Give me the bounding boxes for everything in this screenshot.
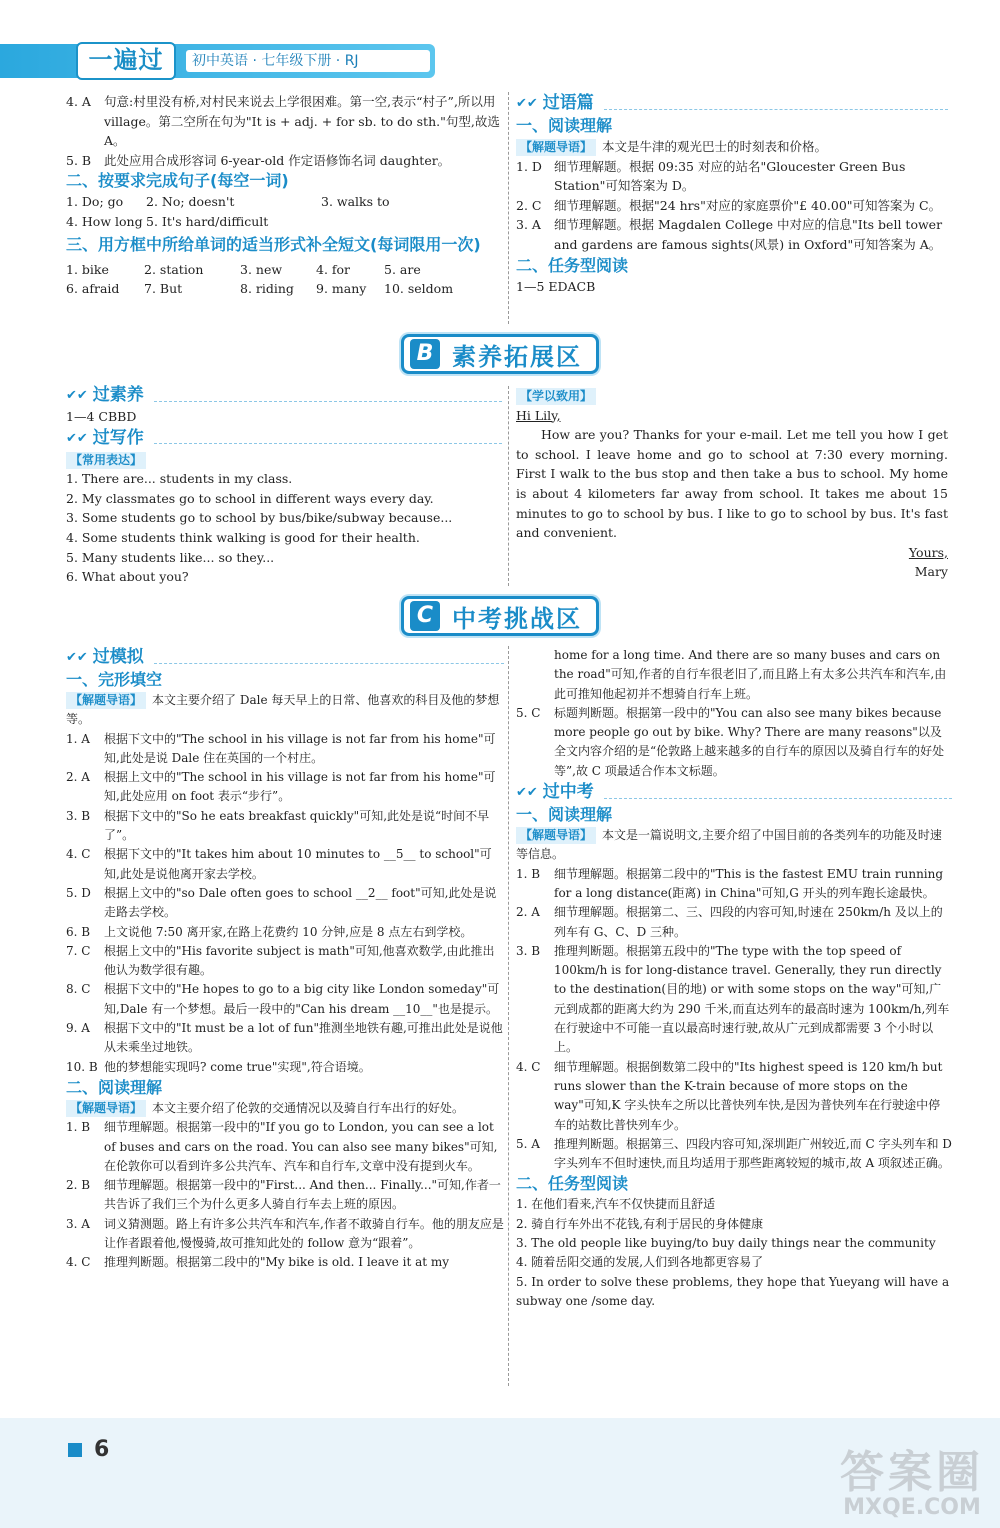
section-heading: 三、用方框中所给单词的适当形式补全短文(每词限用一次) — [66, 234, 481, 254]
section-heading: 二、任务型阅读 — [516, 1174, 629, 1194]
section-heading: 二、任务型阅读 — [516, 255, 629, 275]
column-divider — [508, 646, 509, 1386]
expression-line: 2. My classmates go to school in different ways every day. — [66, 490, 434, 506]
answer-line: 4. 随着岳阳交通的发展,人们到各地都更容易了 — [516, 1255, 764, 1270]
answer-item-continued: home for a long time. And there are so many buses and cars on the road"可知,作者的自行车很老旧了,而且路上有太多公共汽车和汽车,由此可推知他起初并不想骑自行车上班。 — [554, 648, 947, 701]
answer-item: 1. A 根据下文中的"The school in his village is not far from his home"可知,此处是说 Dale 住在英国的一个村庄。 — [66, 731, 496, 765]
section-heading: 一、完形填空 — [66, 670, 163, 689]
answer-line: 1—4 CBBD — [66, 409, 137, 424]
section-title: ✔✔ 过模拟 — [66, 646, 504, 669]
mid-right-column: 【学以致用】 Hi Lily, How are you? Thanks for your e-mail. Let me tell you how I get to school. I leave home and go to school at 7:30 every morning. First I walk to the bus stop and then take a bus to school. My home is about 4 kilometers far away from school. It takes me about 15 minutes to go to school by bus. I like to go to school by bus. It's fast and convenient. Yours, Mary — [516, 386, 948, 582]
section-heading: 一、阅读理解 — [516, 805, 613, 825]
tick-icon: ✔✔ — [66, 650, 88, 665]
section-title: ✔✔ 过写作 — [66, 427, 502, 450]
column-divider — [508, 92, 509, 324]
section-title: ✔✔ 过素养 — [66, 384, 502, 407]
answer-item: 3. B 推理判断题。根据第五段中的"The type with the top speed of 100km/h is for long-distance travel. Generally, they run directly to the destination(目的地) or with some stops on the way"可知,广元到成都的距离大约为 290 千米,而直达列车的最高时速为 100km/h,列车在行驶途中不可能一直以最高时速行驶,故从广元到成都需要 3 个小时以上。 — [516, 943, 950, 1055]
section-heading: 一、阅读理解 — [516, 116, 613, 135]
answer-item: 3. A 细节理解题。根据 Magdalen College 中对应的信息"Its bell tower and gardens are famous sights(风景) in Oxford"可知答案为 A。 — [516, 217, 943, 252]
tick-icon: ✔✔ — [66, 388, 88, 403]
brand-logo: 一遍过 — [76, 42, 176, 80]
zone-title: 中考挑战区 — [452, 604, 582, 633]
answer-item: 7. C 根据上文中的"His favorite subject is math"可知,他喜欢数学,由此推出他认为数学很有趣。 — [66, 943, 495, 978]
answer-item: 3. A 词义猜测题。路上有许多公共汽车和汽车,作者不敢骑自行车。他的朋友应是让作者跟着他,慢慢骑,故可推知此处的 follow 意为“跟着”。 — [66, 1216, 504, 1251]
letter-greeting: Hi Lily, — [516, 407, 561, 423]
section-heading: 二、按要求完成句子(每空一词) — [66, 171, 289, 191]
bottom-left-column: ✔✔ 过模拟 一、完形填空 【解题导语】 本文主要介绍了 Dale 每天早上的日常、他喜欢的科目及他的梦想等。 1. A 根据下文中的"The school in his village is not far from his home"可知,此处是说 Dale 住在英国的一个村庄。 2. A 根据上文中的"The school in his village is not far from his home"可知,此处应用 on foot 表示“步行”。 3. B 根据下文中的"So he eats breakfast quickly"可知,此处是说“时间不早了”。 4. C 根据下文中的"It takes him about 10 minutes to __5__ to school"可知,此处是说他离开家去学校。 5. D 根据上文中的"so Dale often goes to school __2__ foot"可知,此处是说走路去学校。 6. B 上文说他 7:50 离开家,在路上花费约 10 分钟,应是 8 点左右到学校。 7. C 根据上文中的"His favorite subject is math"可知,他喜欢数学,由此推出他认为数学很有趣。 8. C 根据下文中的"He hopes to go to a big city like London someday"可知,Dale 有一个梦想。最后一段中的"Can his dream __10__"也是提示。 9. A 根据下文中的"It must be a lot of fun"推测坐地铁有趣,可推出此处是说他从未乘坐过地铁。 10. B 他的梦想能实现吗? come true"实现",符合语境。 二、阅读理解 【解题导语】 本文主要介绍了伦敦的交通情况以及骑自行车出行的好处。 1. B 细节理解题。根据第一段中的"If you go to London, you can see a lot of buses and cars on the road. You can also see many bikes"可知,在伦敦你可以看到许多公共汽车、汽车和自行车,文章中没有提到火车。 2. B 细节理解题。根据第一段中的"First... And then... Finally..."可知,作者一共告诉了我们三个为什么更多人骑自行车去上班的原因。 3. A 词义猜测题。路上有许多公共汽车和汽车,作者不敢骑自行车。他的朋友应是让作者跟着他,慢慢骑,故可推知此处的 follow 意为“跟着”。 4. C 推理判断题。根据第二段中的"My bike is old. I leave it at my — [66, 646, 504, 1273]
answer-item: 1. B 细节理解题。根据第一段中的"If you go to London, you can see a lot of buses and cars on the road. You can also see many bikes"可知,在伦敦你可以看到许多公共汽车、汽车和自行车,文章中没有提到火车。 — [66, 1120, 498, 1173]
answer-item: 8. C 根据下文中的"He hopes to go to a big city like London someday"可知,Dale 有一个梦想。最后一段中的"Can his dream __10__"也是提示。 — [66, 982, 500, 1016]
answer-line: 3. The old people like buying/to buy daily things near the community — [516, 1236, 936, 1251]
letter-body: How are you? Thanks for your e-mail. Let me tell you how I get to school. I leave home and go to school at 7:30 every morning. First I walk to the bus stop and then take a bus to school. My home is about 4 kilometers far away from school. It takes me about 15 minutes to go to school by bus. I like to go to school by bus. It's fast and convenient. — [516, 427, 948, 541]
answer-item: 1. B 细节理解题。根据第二段中的"This is the fastest EMU train running for a long distance(距离) in China"可知,G 开头的列车跑长途最快。 — [516, 866, 944, 900]
section-title: ✔✔ 过语篇 — [516, 92, 948, 115]
expression-line: 5. Many students like... so they... — [66, 549, 275, 565]
expression-line: 6. What about you? — [66, 569, 189, 585]
square-icon — [68, 1443, 82, 1457]
tick-icon: ✔✔ — [516, 96, 538, 111]
answer-line: 1. 在他们看来,汽车不仅快捷而且舒适 — [516, 1197, 716, 1212]
answer-item: 5. D 根据上文中的"so Dale often goes to school __2__ foot"可知,此处是说走路去学校。 — [66, 885, 497, 920]
tick-icon: ✔✔ — [66, 430, 88, 446]
zone-b-banner — [0, 332, 1000, 376]
answer-item: 4. A 句意:村里没有桥,对村民来说去上学很困难。第一空,表示“村子”,所以用 village。第二空所在句为"It is + adj. + for sb. to do sth."句型,故选 A。 — [66, 94, 500, 149]
answer-line: 2. 骑自行车外出不花钱,有利于居民的身体健康 — [516, 1216, 764, 1231]
answer-item: 5. C 标题判断题。根据第一段中的"You can also see many bikes because more people go out by bike. Why? There are many reasons"以及全文内容介绍的是“伦敦路上越来越多的自行车的原因以及骑自行车的好处等”,故 C 项最适合作本文标题。 — [516, 705, 945, 778]
zone-c-banner — [0, 594, 1000, 638]
subject-label: 初中英语 · 七年级下册 · RJ — [186, 50, 430, 72]
bottom-right-column: home for a long time. And there are so many buses and cars on the road"可知,作者的自行车很老旧了,而且路上有太多公共汽车和汽车,由此可推知他起初并不想骑自行车上班。 5. C 标题判断题。根据第一段中的"You can also see many bikes because more people go out by bike. Why? There are many reasons"以及全文内容介绍的是“伦敦路上越来越多的自行车的原因以及骑自行车的好处等”,故 C 项最适合作本文标题。 ✔✔ 过中考 一、阅读理解 【解题导语】 本文是一篇说明文,主要介绍了中国目前的各类列车的功能及时速等信息。 1. B 细节理解题。根据第二段中的"This is the fastest EMU train running for a long distance(距离) in China"可知,G 开头的列车跑长途最快。 2. A 细节理解题。根据第二、三、四段的内容可知,时速在 250km/h 及以上的列车有 G、C、D 三种。 3. B 推理判断题。根据第五段中的"The type with the top speed of 100km/h is for long-distance travel. Generally, they run directly to the destination(目的地) or with some stops on the way"可知,广元到成都的距离大约为 290 千米,而直达列车的最高时速为 100km/h,列车在行驶途中不可能一直以最高时速行驶,故从广元到成都需要 3 个小时以上。 4. C 细节理解题。根据倒数第二段中的"Its highest speed is 120 km/h but runs slower than the K-train because of more stops on the way"可知,K 字头快车之所以比普快列车快,是因为普快列车在行驶途中停车的站数比普快列车少。 5. A 推理判断题。根据第三、四段内容可知,深圳距广州较近,而 C 字头列车和 D 字头列车不但时速快,而且均适用于那些距离较短的城市,故 A 项叙述正确。 二、任务型阅读 1. 在他们看来,汽车不仅快捷而且舒适 2. 骑自行车外出不花钱,有利于居民的身体健康 3. The old people like buying/to buy daily things near the community 4. 随着岳阳交通的发展,人们到各地都更容易了 5. In order to solve these problems, they hope that Yueyang will have a subway one /some day. — [516, 646, 952, 1311]
answer-line: 5. In order to solve these problems, they hope that Yueyang will have a subway one /some day. — [516, 1274, 950, 1308]
expression-line: 1. There are... students in my class. — [66, 471, 293, 487]
answer-item: 4. C 推理判断题。根据第二段中的"My bike is old. I leave it at my — [66, 1255, 450, 1270]
answer-item: 9. A 根据下文中的"It must be a lot of fun"推测坐地铁有趣,可推出此处是说他从未乘坐过地铁。 — [66, 1021, 503, 1055]
answer-line: 1—5 EDACB — [516, 278, 596, 294]
mid-left-column: ✔✔ 过素养 1—4 CBBD ✔✔ 过写作 【常用表达】 1. There are... students in my class. 2. My classmates go to school in different ways every day. 3. Some students go to school by bus/bike/subway because... 4. Some students think walking is good for their health. 5. Many students like... so they... 6. What about you? — [66, 384, 502, 587]
answer-item: 2. A 细节理解题。根据第二、三、四段的内容可知,时速在 250km/h 及以上的列车有 G、C、D 三种。 — [516, 905, 943, 939]
letter-signature: Mary — [914, 564, 948, 580]
column-divider — [508, 386, 509, 586]
expression-line: 3. Some students go to school by bus/bike/subway because... — [66, 510, 453, 526]
answer-item: 2. B 细节理解题。根据第一段中的"First... And then... Finally..."可知,作者一共告诉了我们三个为什么更多人骑自行车去上班的原因。 — [66, 1178, 501, 1212]
page-number: 6 — [68, 1437, 109, 1462]
answer-item: 4. C 细节理解题。根据倒数第二段中的"Its highest speed is 120 km/h but runs slower than the K-train because of more stops on the way"可知,K 字头快车之所以比普快列车快,是因为普快列车在行驶途中停车的站数比普快列车少。 — [516, 1059, 943, 1132]
zone-letter: B — [410, 339, 440, 369]
section-heading: 二、阅读理解 — [66, 1077, 163, 1097]
answer-item: 2. C 细节理解题。根据"24 hrs"对应的家庭票价"£ 40.00"可知答案为 C。 — [516, 197, 942, 213]
zone-letter: C — [410, 601, 440, 631]
top-right-column: ✔✔ 过语篇 一、阅读理解 【解题导语】 本文是牛津的观光巴士的时刻表和价格。 1. D 细节理解题。根据 09:35 对应的站名"Gloucester Green Bus Station"可知答案为 D。 2. C 细节理解题。根据"24 hrs"对应的家庭票价"£ 40.00"可知答案为 C。 3. A 细节理解题。根据 Magdalen College 中对应的信息"Its bell tower and gardens are famous sights(风景) in Oxford"可知答案为 A。 二、任务型阅读 1—5 EDACB — [516, 92, 948, 296]
expression-line: 4. Some students think walking is good for their health. — [66, 529, 420, 545]
answer-item: 2. A 根据上文中的"The school in his village is not far from his home"可知,此处应用 on foot 表示“步行”。 — [66, 770, 496, 804]
answer-item: 3. B 根据下文中的"So he eats breakfast quickly"可知,此处是说“时间不早了”。 — [66, 808, 490, 843]
watermark: 答案圈 MXQE.COM — [840, 1447, 984, 1520]
answer-item: 5. A 推理判断题。根据第三、四段内容可知,深圳距广州较近,而 C 字头列车和 D 字头列车不但时速快,而且均适用于那些距离较短的城市,故 A 项叙述正确。 — [516, 1136, 952, 1171]
section-title: ✔✔ 过中考 — [516, 781, 952, 804]
letter-closing: Yours, — [908, 544, 948, 560]
answer-grid: 1. bike 2. station 3. new 4. for 5. are 6. afraid 7. But 8. riding 9. many 10. seldom — [66, 261, 454, 297]
zone-title: 素养拓展区 — [452, 342, 582, 371]
answer-item: 6. B 上文说他 7:50 离开家,在路上花费约 10 分钟,应是 8 点左右到学校。 — [66, 924, 473, 939]
answer-item: 5. B 此处应用合成形容词 6-year-old 作定语修饰名词 daughter。 — [66, 152, 451, 168]
top-left-column — [66, 92, 504, 299]
tick-icon: ✔✔ — [516, 785, 538, 801]
answer-item: 10. B 他的梦想能实现吗? come true"实现",符合语境。 — [66, 1059, 371, 1074]
answer-grid: 1. Do; go 2. No; doesn't 3. walks to 4. How long 5. It's hard/difficult — [66, 194, 390, 229]
answer-item: 1. D 细节理解题。根据 09:35 对应的站名"Gloucester Green Bus Station"可知答案为 D。 — [516, 158, 906, 194]
answer-item: 4. C 根据下文中的"It takes him about 10 minutes to __5__ to school"可知,此处是说他离开家去学校。 — [66, 847, 492, 881]
